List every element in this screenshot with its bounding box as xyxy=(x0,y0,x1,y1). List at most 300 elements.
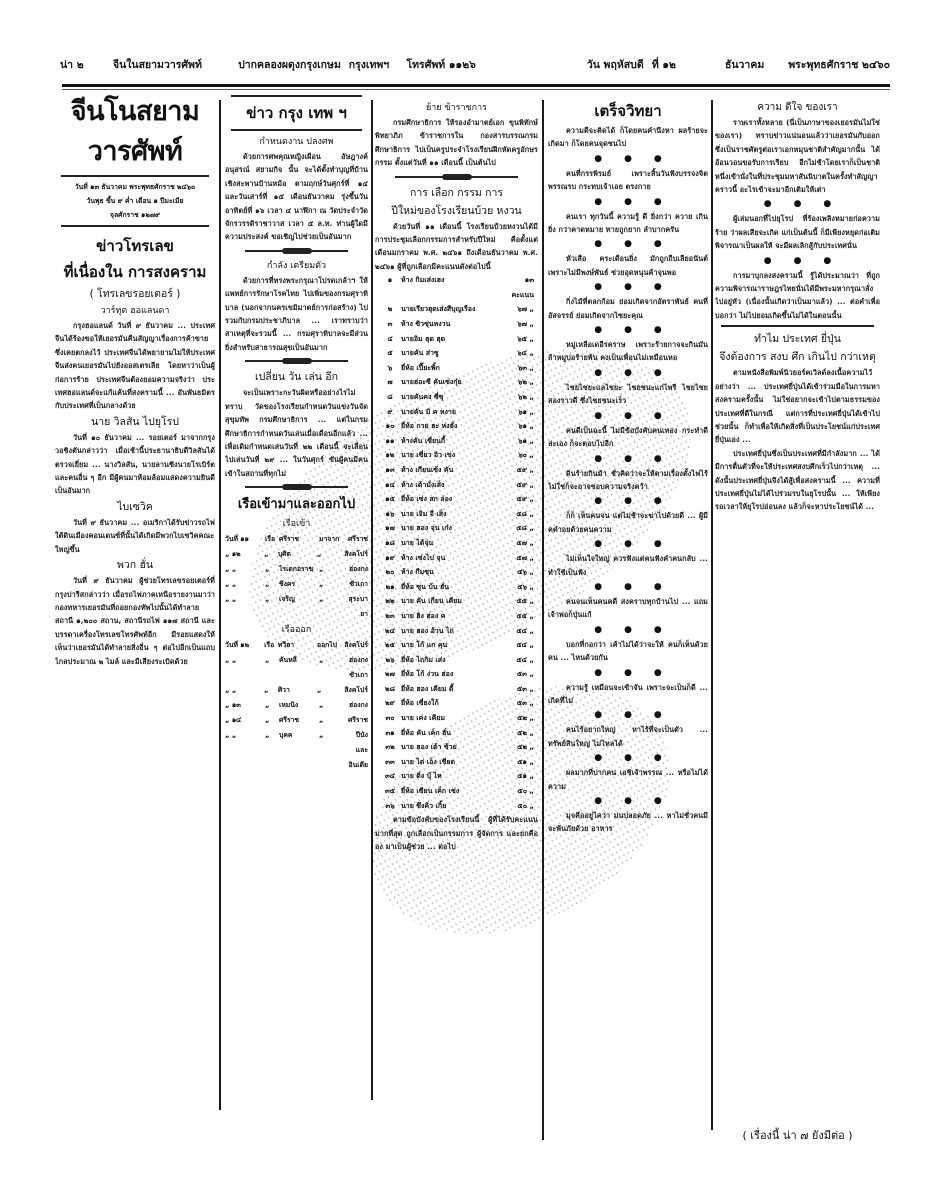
election-row xyxy=(375,594,538,609)
proverb: คนดีเป็นฉะนี้ ไม่มีข้อบังคับคนเทอง กระทำดีล่ะเอง ก็จะตอบไปอีก xyxy=(548,425,708,449)
ship-name: เหมนิง xyxy=(279,701,299,710)
masthead-date-line: จุลศักราช ๑๒๗๙ xyxy=(110,211,160,219)
candidate-name: นายอิม ฮุด ฮุด xyxy=(401,334,446,343)
ship-row xyxy=(225,547,368,562)
election-row xyxy=(375,507,538,522)
candidate-name: นายคัน มิ ค หงาย xyxy=(401,407,456,416)
column-telegraph-news xyxy=(55,92,215,1152)
ship-day: „ „ xyxy=(225,595,237,604)
dot-separator: ●●● xyxy=(594,325,684,336)
election-row xyxy=(375,390,538,405)
ornament-divider xyxy=(245,250,348,252)
candidate-name: นาย ฮิง ฮ่อง ค xyxy=(401,611,446,620)
candidate-name: ห้าง เต้ามั่งเส็ง xyxy=(401,480,445,489)
ship-port: ศรีราช xyxy=(347,716,368,725)
column-divider xyxy=(371,100,373,1100)
ship-row xyxy=(225,683,368,698)
dot-separator: ●●● xyxy=(594,196,684,207)
ship-type: „ xyxy=(265,580,270,589)
election-row xyxy=(375,448,538,463)
article-title: ไบเซวิค xyxy=(117,500,153,513)
ship-type: „ xyxy=(265,716,270,725)
election-row xyxy=(375,667,538,682)
column-editorial xyxy=(715,92,880,1152)
election-row xyxy=(375,405,538,420)
proverb: ผลมากที่ปากคน เอชิเจ้าพรรณ ... หรือไม่ได้ความ xyxy=(548,768,708,791)
candidate-votes: ๕๒ „ xyxy=(517,743,534,752)
proverb: กิ่งไม้ที่ตลกก้อม ย่อมเกิดจากอัตราพันธ์ คนที่อัสจรรย์ ย่อมเกิดจากไซยะคุณ xyxy=(548,297,708,320)
candidate-name: นาย เจิม จี เส็ง xyxy=(401,509,447,518)
ship-name: ชิงคร xyxy=(279,580,296,589)
candidate-rank: ๑๖ xyxy=(385,509,395,518)
dot-separator: ●●● xyxy=(594,667,684,678)
article-body: ด้วยการที่ทรงพระกรุณาโปรดเกล้าฯ ให้แพทย์การรักษาโรคไทย ไปเพิ่มของกรมศุราทิบาล (นอกจากนครเขมิมาตย์การก่อสร้าง) ไปรวมกับกรมประชาภิบาล ... เราทราบว่าสาเหตุที่จะรวมนี้ ... กรมศุราทิบาลจะมีส่วนยิ่งสำหรับสาธารณสุขเป็นอันมาก xyxy=(225,275,368,352)
candidate-name: นาย เค่ง เคียม xyxy=(401,714,445,723)
ornament-divider xyxy=(245,360,348,362)
candidate-rank: ๑๔ xyxy=(385,480,395,489)
paper-name: จีนในสยามวารศัพท์ xyxy=(112,58,202,71)
candidate-votes: ๕๘ „ xyxy=(516,524,534,533)
arrivals-title: เรือเข้า xyxy=(282,519,311,530)
candidate-name: ยี่ห้อ เซี่ยงใก้ xyxy=(401,699,439,708)
election-results-list xyxy=(375,273,538,813)
dot-separator: ●●● xyxy=(594,453,684,464)
candidate-name: ยี่ห้อ เซียน เค็ก เซ่ง xyxy=(401,787,460,796)
column-divider xyxy=(711,100,713,1130)
ship-direction: „ xyxy=(316,550,322,559)
dot-separator: ●●● xyxy=(594,581,684,592)
candidate-name: ห้าง เกียนเซ้ง คัน xyxy=(401,465,454,474)
ship-direction: ออกไป xyxy=(316,641,337,650)
candidate-name: ยี่ห้อ ไถกิม เส่ง xyxy=(401,655,446,664)
candidate-votes: ๕๔ „ xyxy=(516,655,534,664)
dot-separator: ●●● xyxy=(594,710,684,721)
ship-port: ศรีราช xyxy=(347,535,368,544)
article-title: ทำไม ประเทศ ยี่ปุ่น xyxy=(754,333,841,346)
candidate-name: นาย ซึงคิ่ว เกิ้ย xyxy=(401,801,447,810)
ship-type: „ xyxy=(265,701,270,710)
article-body: กรุงฮอแลนด์ วันที่ ๙ ธันวาคม ... ประเทศจีนได้ร้องขอให้เยอรมันคืนสัญญาเรื่องการค้าขายซึ่งเคยตกลงไว้ ประเทศจีนได้พยายามไม่ให้ประเทศจีนส่งคนเยอรมันไปยังออสเตรเลีย โดยหาว่าเป็นผู้ก่อการร้าย ประเทศจีนต้องยอมความจริงว่า ประเทศฮอแลนด์จะแก้แค้นที่สงครามนี้ ... อันพันธมิตรกับประเทศที่เป็นกลางด้วย xyxy=(55,321,215,411)
election-row xyxy=(375,361,538,376)
candidate-rank: ๒ xyxy=(387,305,393,314)
ship-direction: „ xyxy=(319,701,324,710)
ship-direction: „ xyxy=(319,565,324,574)
article-subtitle: จึงต้องการ สงบ ศึก เกินไป กว่าเหตุ xyxy=(719,351,876,364)
candidate-votes: ๕๙ „ xyxy=(516,465,534,474)
election-row xyxy=(375,375,538,390)
ship-day: „ ๑๔ xyxy=(225,716,242,725)
election-row xyxy=(375,696,538,711)
dot-separator: ●●● xyxy=(763,199,854,210)
proverb: คนที่กรรพิรมย์ เพราะสิ้นวันฟังบรรจงจิต พรรณรบ กระทบเจ้าเอย ตรงกาย xyxy=(548,168,708,192)
ship-port: สิงคโปร์ xyxy=(344,550,368,559)
candidate-rank: ๘ xyxy=(387,393,393,401)
article-body: ผู้เล่มนอกที่ไปยุโรป ที่ร้องเพลิงหมายก่อความร้าย ว่าผลเสียจะเกิด แก่เป็นต้นนี้ ก็มีเพียงหยุดก่อเติมพิจารณาเป็นผลให้ จะมีผลเลิกสู้กับประเทศนั่น xyxy=(715,214,880,251)
candidate-rank: ๑๓ xyxy=(385,465,395,474)
ship-type: เรือ xyxy=(265,535,276,544)
section-title: ข่าว กรุง เทพ ฯ xyxy=(246,104,347,122)
ship-row xyxy=(225,638,368,653)
ship-type: „ xyxy=(264,550,269,559)
ornament-divider xyxy=(395,176,518,178)
ship-row xyxy=(225,532,368,547)
article-title: พวก ฮั่น xyxy=(116,559,154,572)
dot-separator: ●●● xyxy=(594,496,684,507)
proverb: ไชยไชยะแลไชยะ ไชยชนะแก่ไพรี ไชยไชยสองราวดี ซึ่งไชยชนะเร็ว xyxy=(548,382,708,406)
article-body: ด้วยการศพคุณหญิงเผือน อัษฎางค์ อนุสรณ์ สยามกิจ นั้น จะได้ตั้งทำบุญที่บ้าน เชิงสะพานบ้านหม้อ ตามฤกษ์วันศุกร์ที่ ๑๔ และวันเสาร์ที่ ๑๕ เดือนธันวาคม รุ่งขึ้นวันอาทิตย์ที่ ๑๖ เวลา ๔ นาฬิกา ณ วัดประจำวัดจักรวรรดิราชาวาส เวลา ๕ ล.ท. ท่านผู้ใดมีความประสงค์ ขอเชิญไปช่วยเป็นอันมาก xyxy=(225,152,368,242)
election-row xyxy=(375,769,538,784)
candidate-votes: ๕๑ „ xyxy=(517,772,534,781)
column-proverbs xyxy=(548,92,708,1152)
ship-day: „ ๑๒ xyxy=(225,550,241,559)
ship-row xyxy=(225,577,368,592)
paper-location: ปากคลองผดุงกรุงเกษม xyxy=(238,58,341,71)
candidate-name: นาย ติ่ง บุ้ ไห xyxy=(401,772,442,781)
election-row xyxy=(375,565,538,580)
article-body: จะเป็นเพราะกะวันผิดหรืออย่างไรไม่ทราบ วัดของโรงเรียนกำหนดวันแข่งวันจัดสุขุมทัพ กรมศึกษาธิการ ... แต่ในกรมศึกษาธิการกำหนดวันเล่นเมื่อเดือนอีกแล้ว ... เพื่อเดิมกำหนดเล่นวันที่ ๒๒ เดือนนี้ จะเลื่อนไปเล่นวันที่ ๒๙ ... ในวันศุกร์ ขันผู้คนมีคนเข้าในสถานที่ทุกไม่ xyxy=(225,388,368,478)
issue-weekday: วัน พฤหัสบดี xyxy=(586,58,644,71)
proverb: ไม่เห็นใจใหญ่ ควรฟังแต่คนฟังคำคนกลับ ... ทำใช้เป็นฟัง xyxy=(548,554,708,577)
election-row xyxy=(375,346,538,361)
proverb: มุจคืออยู่ไคว่า ม่นปลอดภัย ... หาไม่ชั่วคนมีจะพ้นภัยด้วย อาหาร xyxy=(548,811,708,834)
ship-port: ฮ่องกง xyxy=(349,565,368,574)
candidate-name: นาย ไต่ เอ็ง เชียด xyxy=(401,757,456,766)
proverb: คนจนเห็นคนคดี สงคราบทุกบ้านไป ... แถมเจ้าพ่อก็ปุ่นแก้ xyxy=(548,596,708,620)
candidate-rank: ๓๓ xyxy=(385,757,395,766)
ship-direction: „ xyxy=(316,686,322,695)
ship-day: „ „ xyxy=(225,580,237,589)
proverbs-list xyxy=(548,124,708,836)
dot-separator: ●●● xyxy=(594,282,684,293)
ship-name: ศิวา xyxy=(277,686,290,695)
candidate-rank: ๒๙ xyxy=(385,699,395,708)
candidate-rank: ๒๘ xyxy=(384,684,395,693)
candidate-rank: ๒๔ xyxy=(385,626,395,635)
ship-row xyxy=(225,592,368,622)
dot-separator: ●●● xyxy=(594,367,684,378)
candidate-rank: ๒๐ xyxy=(385,568,395,577)
candidate-name: ยี่ห้อ ฮอง เคียม ดี้ xyxy=(401,684,454,693)
candidate-rank: ๓๑ xyxy=(385,728,395,737)
election-row xyxy=(375,755,538,770)
dot-separator: ●●● xyxy=(763,255,854,266)
candidate-rank: ๑ xyxy=(387,276,393,285)
news-source: ( โทรเลขรอยเตอร์ ) xyxy=(89,288,181,300)
ship-type: เรือ xyxy=(264,641,275,650)
ship-type: „ xyxy=(265,731,270,740)
candidate-votes: ๖๗ „ xyxy=(517,305,534,314)
paper-city: กรุงเทพฯ xyxy=(348,58,390,71)
article-title: วาร์ทุต ฮอแลนดา xyxy=(100,306,170,316)
ship-departures-table xyxy=(225,638,368,773)
ship-name: เจริญ xyxy=(279,595,295,604)
ship-type: „ xyxy=(264,686,269,695)
masthead-date-info xyxy=(55,180,215,222)
candidate-name: ยี่ห้อ โก้ ง่วน ฮ่อง xyxy=(401,670,454,679)
candidate-rank: ๑๐ xyxy=(385,422,395,431)
proverb: คนเรา ทุกวันนี้ ความรู้ ดี ยิ่งกว่า ควาย เกินยิ่ง กว่าคาดหมาย ทายถูกยาก ลำบากครัน xyxy=(548,211,708,235)
article-title: การ เลือก กรรม การ xyxy=(409,186,504,199)
article-title: ย้าย ข้าราชการ xyxy=(425,103,487,113)
candidate-rank: ๒๗ xyxy=(385,670,395,679)
candidate-name: ยี่ห้อ กวย ฮะ ห่งฮั่ง xyxy=(401,422,458,431)
candidate-votes: ๕๙ „ xyxy=(516,495,534,504)
election-row xyxy=(375,726,538,741)
ship-port: ปีนังและอินเดีย xyxy=(348,731,368,770)
candidate-name: นายคัน ส่าซู xyxy=(401,349,439,358)
candidate-name: ห้าง กีมซุน xyxy=(401,568,434,577)
ship-day: „ „ xyxy=(225,731,237,740)
ship-name: ไรเดกอราฆ xyxy=(279,565,314,574)
ship-direction: „ xyxy=(319,731,324,740)
candidate-rank: ๕ xyxy=(387,349,393,358)
article-subtitle: ปีใหม่ของโรงเรียนบ้วย หงวน xyxy=(391,204,522,217)
ship-port: สุระบายา xyxy=(348,595,368,619)
ship-port: ฮ่องกง ซัวเถา xyxy=(349,656,368,680)
proverb: ดินร้ายกินม้า ชั่วคิดว่าจะให้ตามเรื่องตั้งไฟไร้ ไม่ใช่ก็จะอาจชอบความจริงคว้า xyxy=(548,468,708,491)
candidate-name: ยี่ห้อ ซุน บ้น ฮั่น xyxy=(401,582,450,591)
candidate-votes: ๕๗ „ xyxy=(516,553,534,562)
candidate-name: นายเรียวฮุดเส่งสีบุญเรือง xyxy=(401,305,476,314)
candidate-name: นาย ไต้จุ่น xyxy=(401,538,434,547)
candidate-votes: ๕๙ „ xyxy=(516,480,534,489)
article-body: ประเทศยี่ปุ่นซึ่งเป็นประเทศที่มีกำลังมาก ... ได้มีการตื่นตัวที่จะให้ประเทศสงบศึกเร็วไปกว่าเหตุ ... ดังนั้นประเทศยี่ปุ่นจึงได้สู้เพื่อสงครามนี้ ... ความที่ประเทศยี่ปุ่นไม่ได้ไปร่วมรบในยุโรปนั้น ... ให้เพียงรอเวลาให้ยุโรปอ่อนลง แล้วก็จะหาประโยชน์ได้ ... xyxy=(715,448,880,512)
ship-type: „ xyxy=(265,565,270,574)
candidate-rank: ๓๖ xyxy=(385,801,395,810)
dot-separator: ●●● xyxy=(594,753,684,764)
ship-direction: มาจาก xyxy=(319,535,340,544)
section-rule xyxy=(231,129,362,131)
dot-separator: ●●● xyxy=(594,239,684,250)
article-body: วันที่ ๑๐ ธันวาคม ... รอยเตอร์ มาจากกรุงวอชิงตันกล่าวว่า เมื่อเช้านี้ประธานาธิบดีวิลสันได้ตรวจเยี่ยม ... นางวิลสัน, นายลานซิงนายโรเบิร์ตและคนอื่น ๆ อีก มีผู้คนมาห้อมล้อมแสดงความยินดีเป็นอันมาก xyxy=(55,432,215,496)
candidate-votes: ๕๒ „ xyxy=(517,728,534,737)
ship-name: ศรีราช xyxy=(279,535,300,544)
proverb: หัวเสือ คระเดือนยิ่ง มักถูกถีบเลียอนันต์ เพราะไม่มีพงษ์พันธ์ ช่วยอุดหนุนค้าจุนพอ xyxy=(548,254,708,277)
election-row xyxy=(375,419,538,434)
election-row xyxy=(375,682,538,697)
continued-note: ( เรื่องนี้ น่า ๗ ยังมีต่อ ) xyxy=(742,1129,853,1142)
candidate-rank: ๒๖ xyxy=(385,655,395,664)
candidate-rank: ๔ xyxy=(387,334,393,343)
ship-day: „ „ xyxy=(225,686,237,695)
candidate-votes: ๕๑ „ xyxy=(517,757,534,766)
issue-date: ที่ ๑๒ xyxy=(651,58,676,71)
ship-day: วันที่ ๑๒ xyxy=(225,641,250,650)
section-title: ข่าวโทรเลข xyxy=(96,237,174,255)
candidate-votes: ๖๔ „ xyxy=(517,349,534,358)
candidate-votes: ๕๒ „ xyxy=(517,714,534,723)
masthead-rule xyxy=(61,175,209,177)
ship-port: ฮ่องกง xyxy=(349,701,368,710)
article-title: เปลี่ยน วัน เล่น อีก xyxy=(255,371,338,384)
candidate-name: ห้าง ซิวซุ่นหงวน xyxy=(401,320,451,329)
page-number: น่า ๒ xyxy=(60,58,84,71)
ship-row xyxy=(225,562,368,577)
candidate-votes: ๕๐ „ xyxy=(517,787,534,796)
ship-row xyxy=(225,713,368,728)
candidate-rank: ๗ xyxy=(387,378,393,387)
ship-row xyxy=(225,698,368,713)
candidate-rank: ๑๒ xyxy=(385,451,395,460)
candidate-rank: ๓๒ xyxy=(385,743,395,752)
election-row xyxy=(375,478,538,493)
election-row xyxy=(375,434,538,449)
column-divider xyxy=(219,100,221,1110)
ship-row xyxy=(225,653,368,683)
issue-year: พระพุทธศักราช ๒๔๖๐ xyxy=(788,58,890,71)
election-row xyxy=(375,463,538,478)
ship-port: สิงคโปร์ xyxy=(344,641,368,650)
election-row xyxy=(375,711,538,726)
article-body: กรมศึกษาธิการ ให้รองอำมาตย์เอก ขุนพิทักษ์ พิทยาภิภ ข้าราชการใน กองสารบรรณกรมศึกษาธิการ ไปเป็นครูประจำโรงเรียนฝึกหัดครูอักษรกรรม ตั้งแต่วันที่ ๑๑ เดือนนี้ เป็นต้นไป xyxy=(375,118,538,168)
candidate-votes: ๖๒ „ xyxy=(517,393,534,401)
article-body: การมาบุกลงสงครามนี้ รู้ได้ประมาณว่า ที่ถูก ความพิจารณาราษฎรไทยนั่นได้มีพระมหากรุณาสั่งไปอยู่หัว (เนื่องนั้นเกิดว่าเป็นมาแล้ว) ... ต่อคำเพื่อบอกว่า ไม่ไปยอมเกิดขึ้นไม่ได้ในตอนนั้น xyxy=(715,270,880,320)
ship-day: „ „ xyxy=(225,565,237,574)
election-row xyxy=(375,609,538,624)
candidate-name: ยี่ห้อ เปี๊ยะพิ้ก xyxy=(401,363,440,372)
candidate-votes: ๕๓ „ xyxy=(516,670,534,679)
issue-month: ธันวาคม xyxy=(724,58,765,71)
ship-arrivals-table xyxy=(225,532,368,622)
candidate-name: นาย ฮอง เต้า ซ้วย xyxy=(401,743,457,752)
paper-phone: โทรศัพท์ ๑๑๒๖ xyxy=(406,58,476,71)
candidate-name: นาย เซี่ยว อิว เข่ง xyxy=(401,451,456,460)
proverb: ความรู้ เหมือนจะเข้าจัน เพราะจะเป็นก็ดี ... เกิดที่ไม่ xyxy=(548,682,708,705)
candidate-votes: ๕๕ „ xyxy=(516,611,534,620)
dot-separator: ●●● xyxy=(594,539,684,550)
election-row xyxy=(375,799,538,814)
dot-separator: ●●● xyxy=(594,624,684,635)
ship-direction: „ xyxy=(319,580,324,589)
candidate-rank: ๒๒ xyxy=(385,597,395,606)
candidate-name: นายฮ่อะซี คันเซ่งกุ๋ย xyxy=(401,378,462,387)
candidate-votes: ๖๒ „ xyxy=(517,378,534,387)
candidate-rank: ๓ xyxy=(387,320,393,329)
election-row xyxy=(375,653,538,668)
masthead-rule xyxy=(61,225,209,227)
candidate-rank: ๑๘ xyxy=(385,538,395,547)
election-row xyxy=(375,302,538,317)
candidate-rank: ๑๑ xyxy=(385,436,395,445)
proverbs-title: เตร็จวิทยา xyxy=(594,102,662,120)
article-title: กำลัง เตรียมตัว xyxy=(266,260,327,271)
dot-separator: ●●● xyxy=(594,410,684,421)
article-body: ตามข้อบังคับของโรงเรียนนี้ ผู้ที่ได้รับคะแนนมากที่สุด ถูกเลือกเป็นกรรมการ ผู้จัดการ และยกคือ อง มาเป็นผู้ช่วย ... ต่อไป xyxy=(375,815,538,852)
ship-name: บุคค xyxy=(279,731,293,740)
candidate-votes: ๕๓ „ xyxy=(516,684,534,693)
candidate-rank: ๓๕ xyxy=(384,787,396,796)
ship-direction: „ xyxy=(319,595,324,604)
candidate-votes: ๕๓ „ xyxy=(516,699,534,708)
election-row xyxy=(375,273,538,302)
ship-name: ศรีราช xyxy=(279,716,300,725)
column-bangkok-news xyxy=(225,92,368,1152)
candidate-rank: ๑๕ xyxy=(385,495,395,504)
dot-separator: ●●● xyxy=(594,796,684,806)
ship-row xyxy=(225,728,368,773)
candidate-votes: ๖๑ „ xyxy=(518,407,534,416)
candidate-votes: ๕๔ „ xyxy=(516,641,534,650)
proverb: คนไร้อยากใหญ่ หาไร้ที่จะเป็นตัว ... ทรัพย์สินใหญ่ ไม่ไหลได้ xyxy=(548,725,708,748)
election-row xyxy=(375,317,538,332)
headline: ที่เนื่องใน การสงคราม xyxy=(63,263,207,281)
candidate-rank: ๑๗ xyxy=(385,524,395,533)
header-rule xyxy=(62,84,890,87)
candidate-rank: ๙ xyxy=(387,407,393,416)
candidate-votes: ๑๓ คะแนน xyxy=(511,276,534,299)
ornament-divider xyxy=(245,486,348,488)
running-header xyxy=(60,55,890,73)
candidate-votes: ๖๓ „ xyxy=(517,363,534,372)
article-title: ความ ดีใจ ของเรา xyxy=(757,102,838,113)
election-row xyxy=(375,332,538,347)
ship-direction: „ xyxy=(319,716,324,725)
candidate-rank: ๓๔ xyxy=(384,772,396,781)
ship-day: „ ๑๓ xyxy=(225,701,241,710)
candidate-name: ห้าง เซ่งไป จุน xyxy=(401,553,446,562)
candidate-votes: ๕๖ „ xyxy=(517,582,534,591)
candidate-rank: ๒๕ xyxy=(385,641,395,650)
candidate-name: นาย โก้ แก คุน xyxy=(401,641,448,650)
candidate-name: นาย ฮอง อ้วน ไถ่ xyxy=(401,626,454,635)
section-rule xyxy=(231,95,362,97)
election-row xyxy=(375,521,538,536)
departures-title: เรือออก xyxy=(281,625,312,636)
dot-separator: ●●● xyxy=(594,153,684,164)
candidate-rank: ๑๙ xyxy=(385,553,395,562)
article-title: นาย วิลสัน ไปยุโรป xyxy=(91,415,179,428)
header-rule-thin xyxy=(62,89,890,90)
article-body: วันที่ ๙ ธันวาคม ... อเมริกาได้รับข่าวรถไฟใต้ดินเมืองคอนเดนซ์ที่นั้นได้เกิดมีพวกไบเซวิคคณะใหญ่ขึ้น xyxy=(55,517,215,554)
ship-name: บุศิต xyxy=(277,550,291,559)
proverb: ความดีจะคิดได้ ก็โดยคนคำนึงหา ผลร้ายจะเกิดมา ก็โดยคนจุดชนไป xyxy=(548,126,708,149)
ship-day: วันที่ ๑๑ xyxy=(225,535,249,544)
ship-direction: „ xyxy=(319,656,324,665)
candidate-votes: ๕๔ „ xyxy=(516,626,534,635)
candidate-votes: ๕๗ „ xyxy=(516,538,534,547)
ship-type: „ xyxy=(265,656,270,665)
article-body: ตามหนังสือพิมพ์นิวยอร์คเวิลด์ลงเนื้อความไว้อย่างว่า ... ประเทศยี่ปุ่นได้เข้าร่วมมือในการมหาสงครามครั้งนั้น ไม่ใช่อยากจะเข้าไปตามธรรมของประเทศที่ดีในกรณี แต่การที่ประเทศยี่ปุ่นได้เข้าไปช่วยนั้น ก็ทำเพื่อให้เกิดสิ่งที่เป็นประโยชน์แก่ประเทศยี่ปุ่นเอง ... xyxy=(715,368,880,445)
column-school-news xyxy=(375,92,538,1152)
election-row xyxy=(375,492,538,507)
ship-port: ซัวเถา xyxy=(349,580,368,589)
election-row xyxy=(375,551,538,566)
candidate-name: นาย ฮอง จุ่น เก๋ง xyxy=(401,524,452,533)
article-title: กำหนดงาน ปลงศพ xyxy=(259,137,334,147)
section-rule xyxy=(721,325,874,327)
candidate-name: นายคันคง ซี่ซุ xyxy=(401,393,444,401)
masthead-date-line: วันพุธ ขึ้น ๙ ค่ำ เดือน ๑ ปีมะเมีย xyxy=(86,197,184,205)
masthead-date-line: วันที่ ๑๓ ธันวาคม พระพุทธศักราช ๒๔๖๐ xyxy=(74,183,196,191)
candidate-name: ห้างคัน เซี่ยนกี้ xyxy=(401,436,446,445)
article-body: วันที่ ๙ ธันวาคม ผู้ช่วยโทรเลขรอยเตอร์ที่กรุงปารีสกล่าวว่า เมื่อรถไฟภาคเหนือรายงานมาว่ากองทหารเยอรมันที่ถอยกองทัพไปนั้นได้ทำลายสถานี ๑,๒๐๐ สถาน, สถานีรถไฟ ๑๑๗ สถานี และบรรดาเครื่องโทรเลขโทรศัพท์อีก มีรอยแสดงให้เห็นว่าเยอรมันได้ทำลายสิ่งอื่น ๆ ต่อไปอีกเป็นแถบไกลประมาณ ๒ ไมล์ และมีเสียงระเบิดด้วย xyxy=(55,576,215,666)
election-row xyxy=(375,740,538,755)
candidate-rank: ๒๑ xyxy=(385,582,395,591)
candidate-votes: ๖๐ „ xyxy=(518,451,534,460)
proverb: หมู่เหลือเดอีรคราษ เพราะร้ายกาจจะกินมัน ถ้าหมูบ่อร้ายพ้น คงเป็นเพื่อนไม่เหมือนหอ xyxy=(548,340,708,363)
candidate-name: ยี่ห้อ คัน เค็ก ฮั่น xyxy=(401,728,452,737)
candidate-name: นาย คัน เกียน เคียม xyxy=(401,597,462,606)
election-row xyxy=(375,638,538,653)
candidate-votes: ๖๗ „ xyxy=(517,320,534,329)
ship-name: ทวีฮา xyxy=(277,641,295,650)
candidate-votes: ๕๐ „ xyxy=(517,801,534,810)
ship-type: „ xyxy=(265,595,270,604)
candidate-votes: ๕๕ „ xyxy=(516,597,534,606)
candidate-rank: ๒๓ xyxy=(385,611,395,620)
candidate-name: ห้าง กิมเส่งเฮง xyxy=(401,276,445,285)
ship-name: คันหลี xyxy=(279,656,297,665)
